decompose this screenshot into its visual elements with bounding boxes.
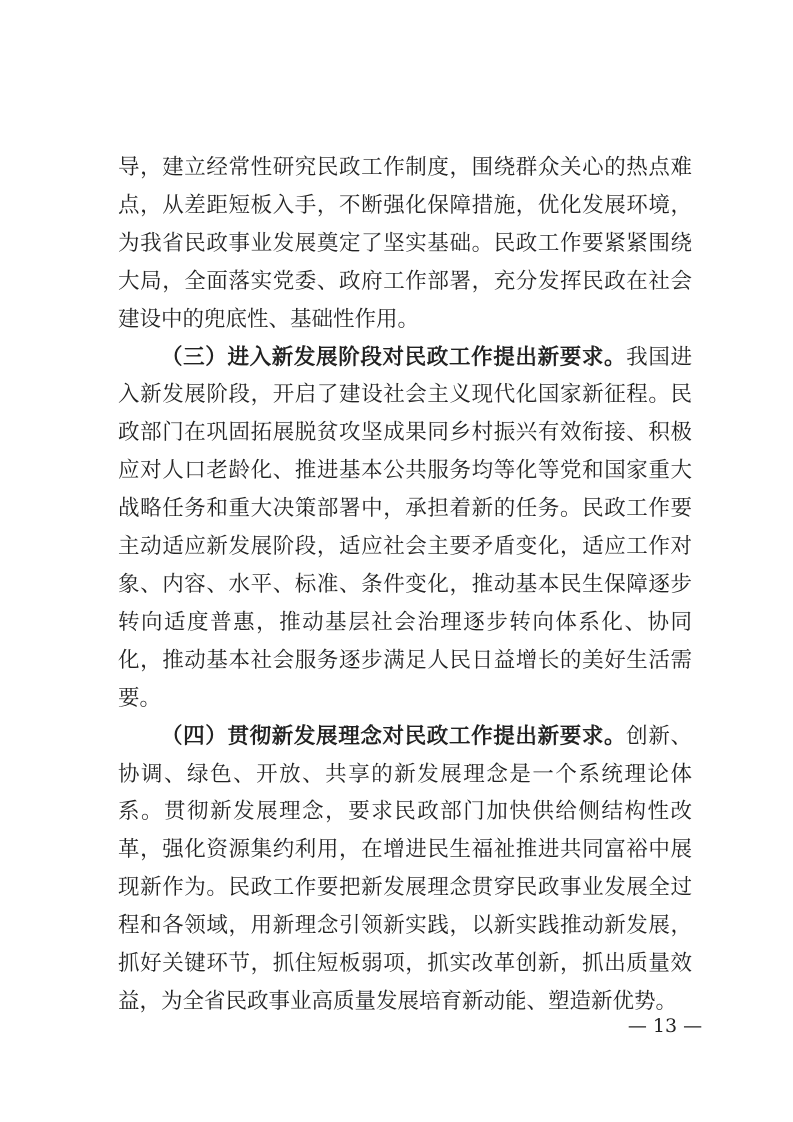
section-3-heading: （三）进入新发展阶段对民政工作提出新要求。 <box>161 344 627 370</box>
page-number: — 13 — <box>627 1015 703 1037</box>
section-3-text: 我国进入新发展阶段，开启了建设社会主义现代化国家新征程。民政部门在巩固拓展脱贫攻坚成果同乡村振兴有效衔接、积极应对人口老龄化、推进基本公共服务均等化等党和国家重大战略任务和重大决策部署中，承担着新的任务。民政工作要主动适应新发展阶段，适应社会主要矛盾变化，适应工作对象、内容、水平、标准、条件变化，推动基本民生保障逐步转向适度普惠，推动基层社会治理逐步转向体系化、协同化，推动基本社会服务逐步满足人民日益增长的美好生活需要。 <box>118 344 692 711</box>
paragraph-continued <box>118 149 692 339</box>
section-4-heading: （四）贯彻新发展理念对民政工作提出新要求。 <box>161 723 627 749</box>
section-4-text: 创新、协调、绿色、开放、共享的新发展理念是一个系统理论体系。贯彻新发展理念，要求民政部门加快供给侧结构性改革，强化资源集约利用，在增进民生福祉推进共同富裕中展现新作为。民政工作要把新发展理念贯穿民政事业发展全过程和各领域，用新理念引领新实践，以新实践推动新发展，抓好关键环节，抓住短板弱项，抓实改革创新，抓出质量效益，为全省民政事业高质量发展培育新动能、塑造新优势。 <box>118 723 692 1014</box>
paragraph-text: 导，建立经常性研究民政工作制度，围绕群众关心的热点难点，从差距短板入手，不断强化保障措施，优化发展环境，为我省民政事业发展奠定了坚实基础。民政工作要紧紧围绕大局，全面落实党委、政府工作部署，充分发挥民政在社会建设中的兜底性、基础性作用。 <box>118 155 692 332</box>
paragraph-section-4 <box>118 718 692 1021</box>
body-text <box>118 149 692 1021</box>
paragraph-section-3 <box>118 339 692 718</box>
